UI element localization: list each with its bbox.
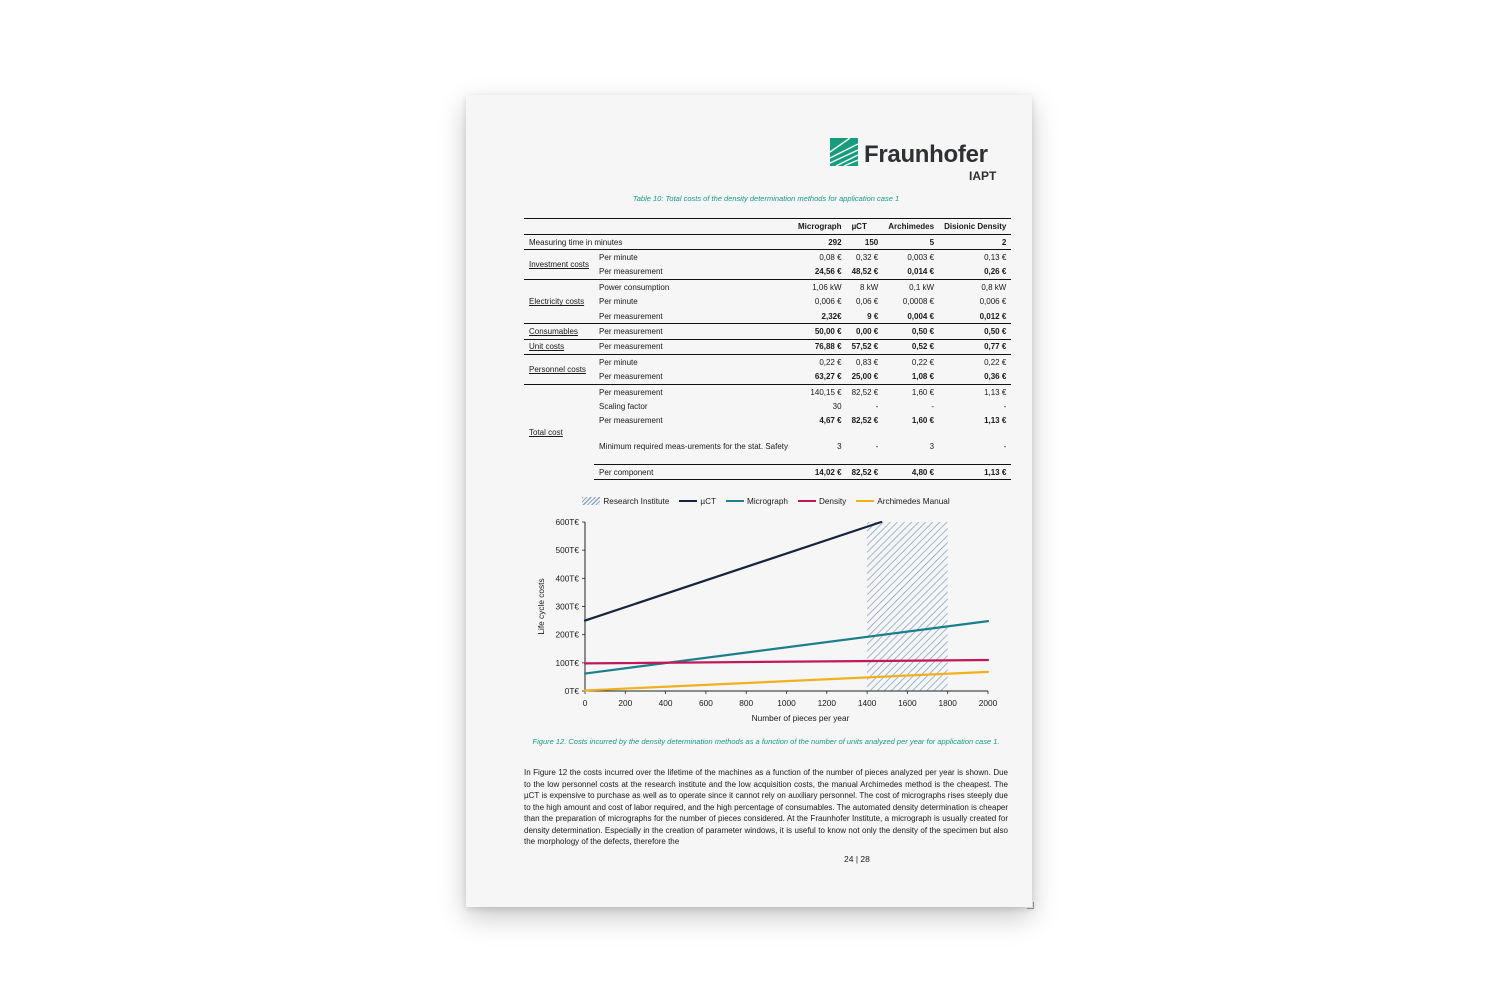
page-corner	[1027, 902, 1034, 909]
table-row	[524, 355, 1011, 370]
x-axis-label: Number of pieces per year	[751, 713, 850, 723]
y-axis-label: Life cycle costs	[536, 578, 546, 635]
x-tick-label: 1400	[857, 698, 877, 708]
legend-item-density	[798, 497, 846, 506]
costs-table	[524, 218, 1011, 480]
legend-label: Archimedes Manual	[877, 496, 950, 506]
table-cell: 0,52 €	[883, 339, 939, 354]
x-tick-label: 1000	[777, 698, 796, 708]
table-cell: 0,32 €	[847, 250, 884, 265]
legend-label: µCT	[700, 496, 716, 506]
table-caption: Table 10: Total costs of the density determination methods for application case 1	[632, 194, 900, 203]
figure-caption: Figure 12. Costs incurred by the density determination methods as a function of the number of units analyzed per year for application case 1.	[532, 737, 1000, 746]
table-cell: 0,0008 €	[902, 297, 935, 307]
table-cell: 0,77 €	[939, 339, 1011, 354]
table-cell: 30	[832, 401, 842, 411]
research-institute-region	[867, 522, 948, 691]
line-swatch-icon	[856, 500, 874, 502]
table-cell: 82,52 €	[851, 416, 879, 426]
table-cell: 0,26 €	[984, 267, 1007, 277]
table-cell: 150	[864, 237, 879, 247]
table-cell: 5	[929, 237, 935, 247]
table-cell: 140,15 €	[793, 384, 847, 399]
legend-item-uct	[679, 497, 716, 506]
table-cell: 0,08 €	[793, 250, 847, 265]
table-row	[524, 384, 1011, 399]
table-cell: 8 kW	[847, 280, 884, 295]
row-label: Per measurement	[599, 267, 663, 277]
y-tick-label: 600T€	[555, 517, 579, 527]
table-cell: -	[1003, 441, 1007, 451]
table-cell: 3	[837, 441, 842, 451]
table-cell: 0,8 kW	[939, 280, 1011, 295]
table-cell: 0,83 €	[847, 355, 884, 370]
table-cell: -	[875, 441, 879, 451]
table-cell: 0,006 €	[979, 297, 1007, 307]
x-tick-label: 800	[739, 698, 754, 708]
row-label: Per measurement	[599, 372, 663, 382]
group-label: Investment costs	[524, 250, 594, 280]
page-number: 24 | 28	[844, 854, 870, 864]
table-cell: -	[1003, 401, 1007, 411]
legend-item-micrograph	[726, 497, 788, 506]
logo-wordmark: Fraunhofer	[864, 141, 988, 168]
table-row	[524, 465, 1011, 480]
legend-item-research-institute	[582, 497, 669, 506]
table-row	[524, 414, 1011, 428]
table-row	[524, 295, 1011, 309]
row-label: Per minute	[594, 355, 793, 370]
table-cell: 4,67 €	[819, 416, 842, 426]
table-cell: 0,1 kW	[883, 280, 939, 295]
table-cell: 2,32€	[821, 311, 842, 321]
table-cell: -	[875, 401, 879, 411]
table-header-cell: Archimedes	[883, 219, 939, 235]
table-row	[524, 235, 1011, 250]
row-label: Per measurement	[594, 384, 793, 399]
table-row	[524, 324, 1011, 339]
table-cell: 14,02 €	[793, 465, 847, 480]
group-label: Electricity costs	[524, 280, 594, 324]
line-swatch-icon	[726, 500, 744, 502]
x-tick-label: 2000	[978, 698, 998, 708]
table-cell: 292	[828, 237, 842, 247]
table-cell: 0,22 €	[939, 355, 1011, 370]
table-cell: 0,00 €	[847, 324, 884, 339]
table-cell: 82,52 €	[847, 384, 884, 399]
table-header-cell: Micrograph	[793, 219, 847, 235]
table-cell: 0,50 €	[939, 324, 1011, 339]
table-header-cell	[594, 219, 793, 235]
table-row	[524, 428, 1011, 465]
table-cell: 25,00 €	[851, 372, 879, 382]
table-cell: 1,13 €	[984, 416, 1007, 426]
line-swatch-icon	[679, 500, 697, 502]
table-cell: 0,22 €	[793, 355, 847, 370]
row-label: Per measurement	[594, 324, 793, 339]
table-header-cell: Disionic Density	[939, 219, 1011, 235]
x-tick-label: 400	[658, 698, 673, 708]
table-cell: 50,00 €	[793, 324, 847, 339]
fraunhofer-logo	[830, 138, 1000, 182]
row-label: Scaling factor	[599, 401, 648, 411]
life-cycle-cost-chart	[524, 513, 1014, 728]
x-tick-label: 600	[698, 698, 713, 708]
chart-legend	[524, 494, 1008, 508]
legend-label: Micrograph	[747, 496, 788, 506]
legend-label: Research Institute	[603, 496, 670, 506]
table-row	[524, 265, 1011, 280]
table-cell: 1,60 €	[883, 384, 939, 399]
table-cell: 0,13 €	[939, 250, 1011, 265]
legend-item-archimedes	[856, 497, 949, 506]
table-cell: 9 €	[867, 311, 879, 321]
table-row	[524, 339, 1011, 354]
row-label: Per minute	[594, 250, 793, 265]
row-label: Per measurement	[599, 416, 663, 426]
table-cell: 3	[929, 441, 935, 451]
document-page	[466, 95, 1032, 907]
line-swatch-icon	[798, 500, 816, 502]
table-cell: 76,88 €	[793, 339, 847, 354]
table-cell: 0,003 €	[883, 250, 939, 265]
table-cell: 2	[1001, 237, 1007, 247]
group-label: Total cost	[524, 384, 594, 480]
table-cell: 1,13 €	[939, 384, 1011, 399]
table-row	[524, 399, 1011, 413]
table-header-cell: µCT	[847, 219, 884, 235]
table-cell: 0,50 €	[883, 324, 939, 339]
group-label: Consumables	[524, 324, 594, 339]
group-label: Personnel costs	[524, 355, 594, 385]
fraunhofer-logo-icon	[830, 138, 858, 166]
table-cell: 24,56 €	[814, 267, 842, 277]
table-row	[524, 250, 1011, 265]
table-cell: 1,60 €	[911, 416, 935, 426]
table-row	[524, 309, 1011, 324]
x-tick-label: 200	[618, 698, 633, 708]
body-paragraph: In Figure 12 the costs incurred over the lifetime of the machines as a function of the number of pieces analyzed per year is shown. Due to the low personnel costs at the research institute and the low acquisition costs, the manual Archimedes method is the cheapest. The µCT is expensive to purchase as well as to operate since it cannot rely on auxiliary personnel. The cost of micrographs rises steeply due to the high amount and cost of labor required, and the high percentage of consumables. The automated density determination is cheaper than the preparation of micrographs for the number of pieces considered. At the Fraunhofer Institute, a micrograph is usually created for density determination. Especially in the creation of parameter windows, it is useful to know not only the density of the specimen but also the morphology of the defects, therefore the	[524, 768, 1008, 846]
row-label: Per component	[594, 465, 793, 480]
table-cell: 48,52 €	[851, 267, 879, 277]
table-cell: 0,014 €	[907, 267, 935, 277]
table-cell: 0,012 €	[979, 311, 1007, 321]
row-label: Measuring time in minutes	[529, 237, 623, 247]
table-cell: 0,36 €	[984, 372, 1007, 382]
y-tick-label: 0T€	[564, 686, 579, 696]
table-row	[524, 370, 1011, 385]
table-header-row	[524, 219, 1011, 235]
row-label: Per measurement	[599, 311, 663, 321]
table-cell: 0,06 €	[856, 297, 879, 307]
table-cell: 82,52 €	[847, 465, 884, 480]
legend-label: Density	[818, 496, 847, 506]
y-tick-label: 200T€	[555, 629, 579, 640]
table-cell: 0,004 €	[907, 311, 935, 321]
logo-institute: IAPT	[969, 169, 997, 183]
series-line--ct	[585, 522, 881, 621]
row-label: Per measurement	[594, 339, 793, 354]
table-row	[524, 280, 1011, 295]
x-tick-label: 0	[582, 698, 588, 708]
table-cell: 1,13 €	[939, 465, 1011, 480]
x-tick-label: 1600	[898, 698, 917, 708]
table-cell: 57,52 €	[847, 339, 884, 354]
hatch-swatch-icon	[582, 497, 600, 505]
table-cell: -	[931, 401, 935, 411]
y-tick-label: 500T€	[555, 545, 579, 556]
group-label: Unit costs	[524, 339, 594, 354]
table-header-cell	[524, 219, 594, 235]
x-tick-label: 1800	[938, 698, 957, 708]
y-tick-label: 400T€	[555, 573, 579, 584]
table-cell: 1,08 €	[911, 372, 935, 382]
row-label: Minimum required meas-urements for the stat. Safety	[599, 441, 788, 451]
table-cell: 0,006 €	[814, 297, 842, 307]
table-cell: 1,06 kW	[793, 280, 847, 295]
row-label: Power consumption	[594, 280, 793, 295]
row-label: Per minute	[599, 297, 638, 307]
table-cell: 0,22 €	[883, 355, 939, 370]
y-tick-label: 300T€	[555, 601, 579, 612]
table-cell: 4,80 €	[883, 465, 939, 480]
y-tick-label: 100T€	[555, 657, 579, 668]
x-tick-label: 1200	[817, 698, 837, 708]
table-cell: 63,27 €	[814, 372, 842, 382]
